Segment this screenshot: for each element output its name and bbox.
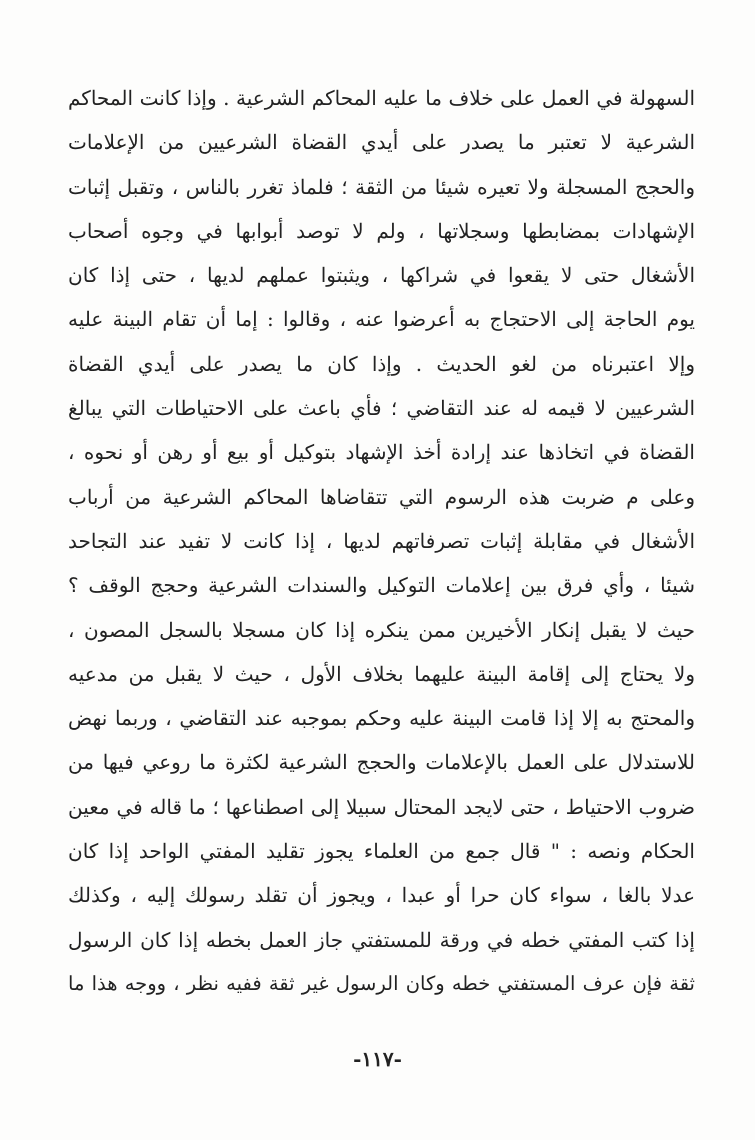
text-line: ولا يحتاج إلى إقامة البينة عليهما بخلاف الأول ، حيث لا يقبل من مدعيه	[68, 661, 695, 686]
text-line: والمحتج به إلا إذا قامت البينة عليه وحكم بموجبه عند التقاضي ، وربما نهض	[68, 706, 695, 731]
text-line: للاستدلال على العمل بالإعلامات والحجج الشرعية لكثرة ما روعي فيها من	[68, 750, 695, 775]
text-line: ثقة فإن عرف المستفتي خطه وكان الرسول غير ثقة ففيه نظر ، ووجه هذا ما	[68, 971, 695, 995]
text-line: الأشغال حتى لا يقعوا في شراكها ، ويثبتوا عملهم لديها ، حتى إذا كان	[68, 263, 695, 288]
body-text	[68, 76, 695, 1006]
text-line: وإلا اعتبرناه من لغو الحديث . وإذا كان ما يصدر على أيدي القضاة	[68, 351, 695, 376]
text-line: يوم الحاجة إلى الاحتجاج به أعرضوا عنه ، وقالوا : إما أن تقام البينة عليه	[68, 307, 695, 332]
text-line: السهولة في العمل على خلاف ما عليه المحاكم الشرعية . وإذا كانت المحاكم	[68, 86, 695, 110]
text-line: القضاة في اتخاذها عند إرادة أخذ الإشهاد بتوكيل أو بيع أو رهن أو نحوه ،	[68, 440, 695, 465]
text-line: والحجج المسجلة ولا تعيره شيئا من الثقة ؛ فلماذ تغرر بالناس ، وتقبل إثبات	[68, 174, 695, 199]
text-line: وعلى م ضربت هذه الرسوم التي تتقاضاها المحاكم الشرعية من أرباب	[68, 484, 695, 509]
text-line: إذا كتب المفتي خطه في ورقة للمستفتي جاز العمل بخطه إذا كان الرسول	[68, 927, 695, 952]
page-number: -١١٧-	[353, 1047, 402, 1071]
text-line: الشرعيين لا قيمه له عند التقاضي ؛ فأي باعث على الاحتياطات التي يبالغ	[68, 396, 695, 421]
text-line: الأشغال في مقابلة إثبات تصرفاتهم لديها ، إذا كانت لا تفيد عند التجاحد	[68, 528, 695, 553]
text-line: الإشهادات بمضابطها وسجلاتها ، ولم لا توصد أبوابها في وجوه أصحاب	[68, 218, 695, 243]
text-line: شيئا ، وأي فرق بين إعلامات التوكيل والسندات الشرعية وحجج الوقف ؟	[68, 573, 695, 598]
text-line: حيث لا يقبل إنكار الأخيرين ممن ينكره إذا كان مسجلا بالسجل المصون ،	[68, 617, 695, 642]
text-line: الشرعية لا تعتبر ما يصدر على أيدي القضاة الشرعيين من الإعلامات	[68, 130, 695, 155]
text-line: الحكام ونصه : " قال جمع من العلماء يجوز تقليد المفتي الواحد إذا كان	[68, 839, 695, 864]
text-line: عدلا بالغا ، سواء كان حرا أو عبدا ، ويجوز أن تقلد رسولك إليه ، وكذلك	[68, 883, 695, 908]
text-line: ضروب الاحتياط ، حتى لايجد المحتال سبيلا إلى اصطناعها ؛ ما قاله في معين	[68, 794, 695, 819]
